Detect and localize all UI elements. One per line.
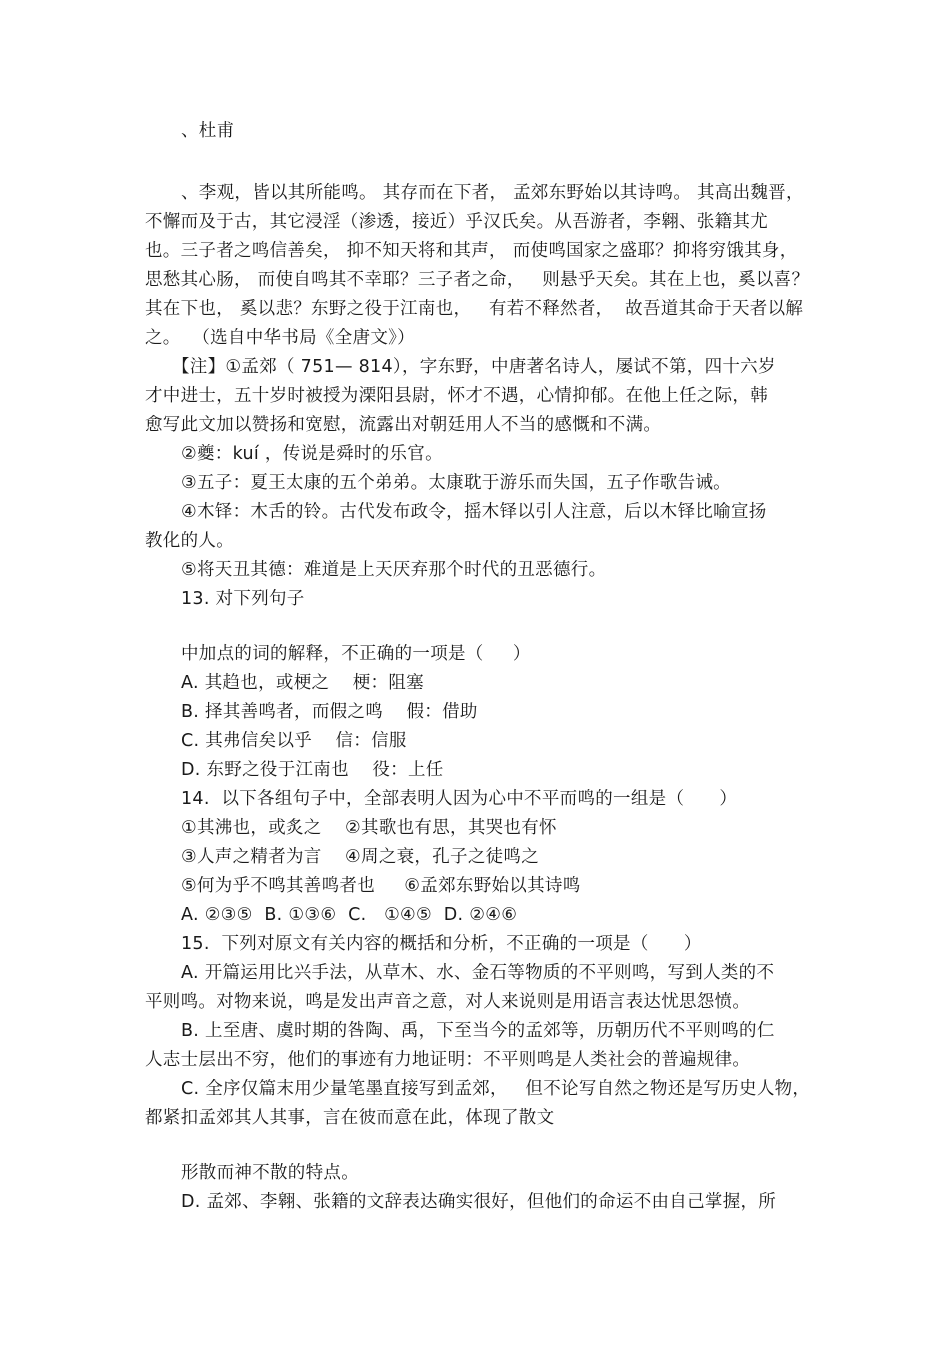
question-13-heading: 13. 对下列句子 xyxy=(181,589,305,609)
question-13-stem: 中加点的词的解释，不正确的一项是（ ） xyxy=(181,644,531,664)
annotation-note-3: ③五子：夏王太康的五个弟弟。太康耽于游乐而失国，五子作歌告诫。 xyxy=(181,473,731,493)
question-14-options: A. ②③⑤ B. ①③⑥ C. ①④⑤ D. ②④⑥ xyxy=(181,905,518,925)
question-15-option-b: B. 上至唐、虞时期的咎陶、禹，下至当今的孟郊等，历朝历代不平则鸣的仁 xyxy=(181,1021,775,1041)
question-15-option-d: D. 孟郊、李翱、张籍的文辞表达确实很好，但他们的命运不由自己掌握，所 xyxy=(181,1192,777,1212)
text-line-3: 不懈而及于古，其它浸淫（渗透，接近）乎汉氏矣。从吾游者，李翱、张籍其尤 xyxy=(145,212,768,232)
question-13-option-b: B. 择其善鸣者，而假之鸣 假：借助 xyxy=(181,702,478,722)
question-15-option-b-cont: 人志士层出不穷，他们的事迹有力地证明：不平则鸣是人类社会的普遍规律。 xyxy=(145,1050,751,1070)
question-15-stem: 15. 下列对原文有关内容的概括和分析，不正确的一项是（ ） xyxy=(181,934,702,954)
question-14-items-3: ⑤何为乎不鸣其善鸣者也 ⑥孟郊东野始以其诗鸣 xyxy=(181,876,581,896)
annotation-line-3: 愈写此文加以赞扬和宽慰，流露出对朝廷用人不当的感慨和不满。 xyxy=(145,415,662,435)
question-14-stem: 14. 以下各组句子中，全部表明人因为心中不平而鸣的一组是（ ） xyxy=(181,789,738,809)
annotation-note-4-cont: 教化的人。 xyxy=(145,531,234,551)
annotation-line-2: 才中进士，五十岁时被授为溧阳县尉，怀才不遇，心情抑郁。在他上任之际，韩 xyxy=(145,386,768,406)
annotation-note-4: ④木铎：木舌的铃。古代发布政令，摇木铎以引人注意，后以木铎比喻宣扬 xyxy=(181,502,767,522)
question-14-items-1: ①其沸也，或炙之 ②其歌也有思，其哭也有怀 xyxy=(181,818,557,838)
question-15-option-a-cont: 平则鸣。对物来说，鸣是发出声音之意，对人来说则是用语言表达忧思怨愤。 xyxy=(145,992,751,1012)
question-15-option-a: A. 开篇运用比兴手法，从草木、水、金石等物质的不平则鸣，写到人类的不 xyxy=(181,963,775,983)
text-line-2: 、李观，皆以其所能鸣。 其存而在下者， 孟郊东野始以其诗鸣。 其高出魏晋， xyxy=(181,183,804,203)
question-15-option-c-cont2: 形散而神不散的特点。 xyxy=(181,1163,359,1183)
text-line-7: 之。 （选自中华书局《全唐文》） xyxy=(145,328,415,348)
question-15-option-c: C. 全序仅篇末用少量笔墨直接写到孟郊， 但不论写自然之物还是写历史人物， xyxy=(181,1079,811,1099)
text-line-1: 、杜甫 xyxy=(181,121,235,141)
question-15-option-c-cont: 都紧扣孟郊其人其事，言在彼而意在此，体现了散文 xyxy=(145,1108,555,1128)
annotation-note-5: ⑤将天丑其德：难道是上天厌弃那个时代的丑恶德行。 xyxy=(181,560,607,580)
question-14-items-2: ③人声之精者为言 ④周之衰，孔子之徒鸣之 xyxy=(181,847,540,867)
text-line-5: 思愁其心肠， 而使自鸣其不幸耶？三子者之命， 则悬乎天矣。其在上也，奚以喜？ xyxy=(145,270,810,290)
annotation-line-1: 【注】①孟郊（ 751— 814），字东野，中唐著名诗人，屡试不第，四十六岁 xyxy=(172,357,776,377)
question-13-option-a: A. 其趋也，或梗之 梗：阻塞 xyxy=(181,673,424,693)
text-line-4: 也。三子者之鸣信善矣， 抑不知天将和其声， 而使鸣国家之盛耶？抑将穷饿其身， xyxy=(145,241,798,261)
text-line-6: 其在下也， 奚以悲？东野之役于江南也， 有若不释然者， 故吾道其命于天者以解 xyxy=(145,299,804,319)
question-13-option-c: C. 其弗信矣以乎 信：信服 xyxy=(181,731,407,751)
annotation-note-2: ②夔：kuí ，传说是舜时的乐官。 xyxy=(181,444,443,464)
question-13-option-d: D. 东野之役于江南也 役：上任 xyxy=(181,760,444,780)
